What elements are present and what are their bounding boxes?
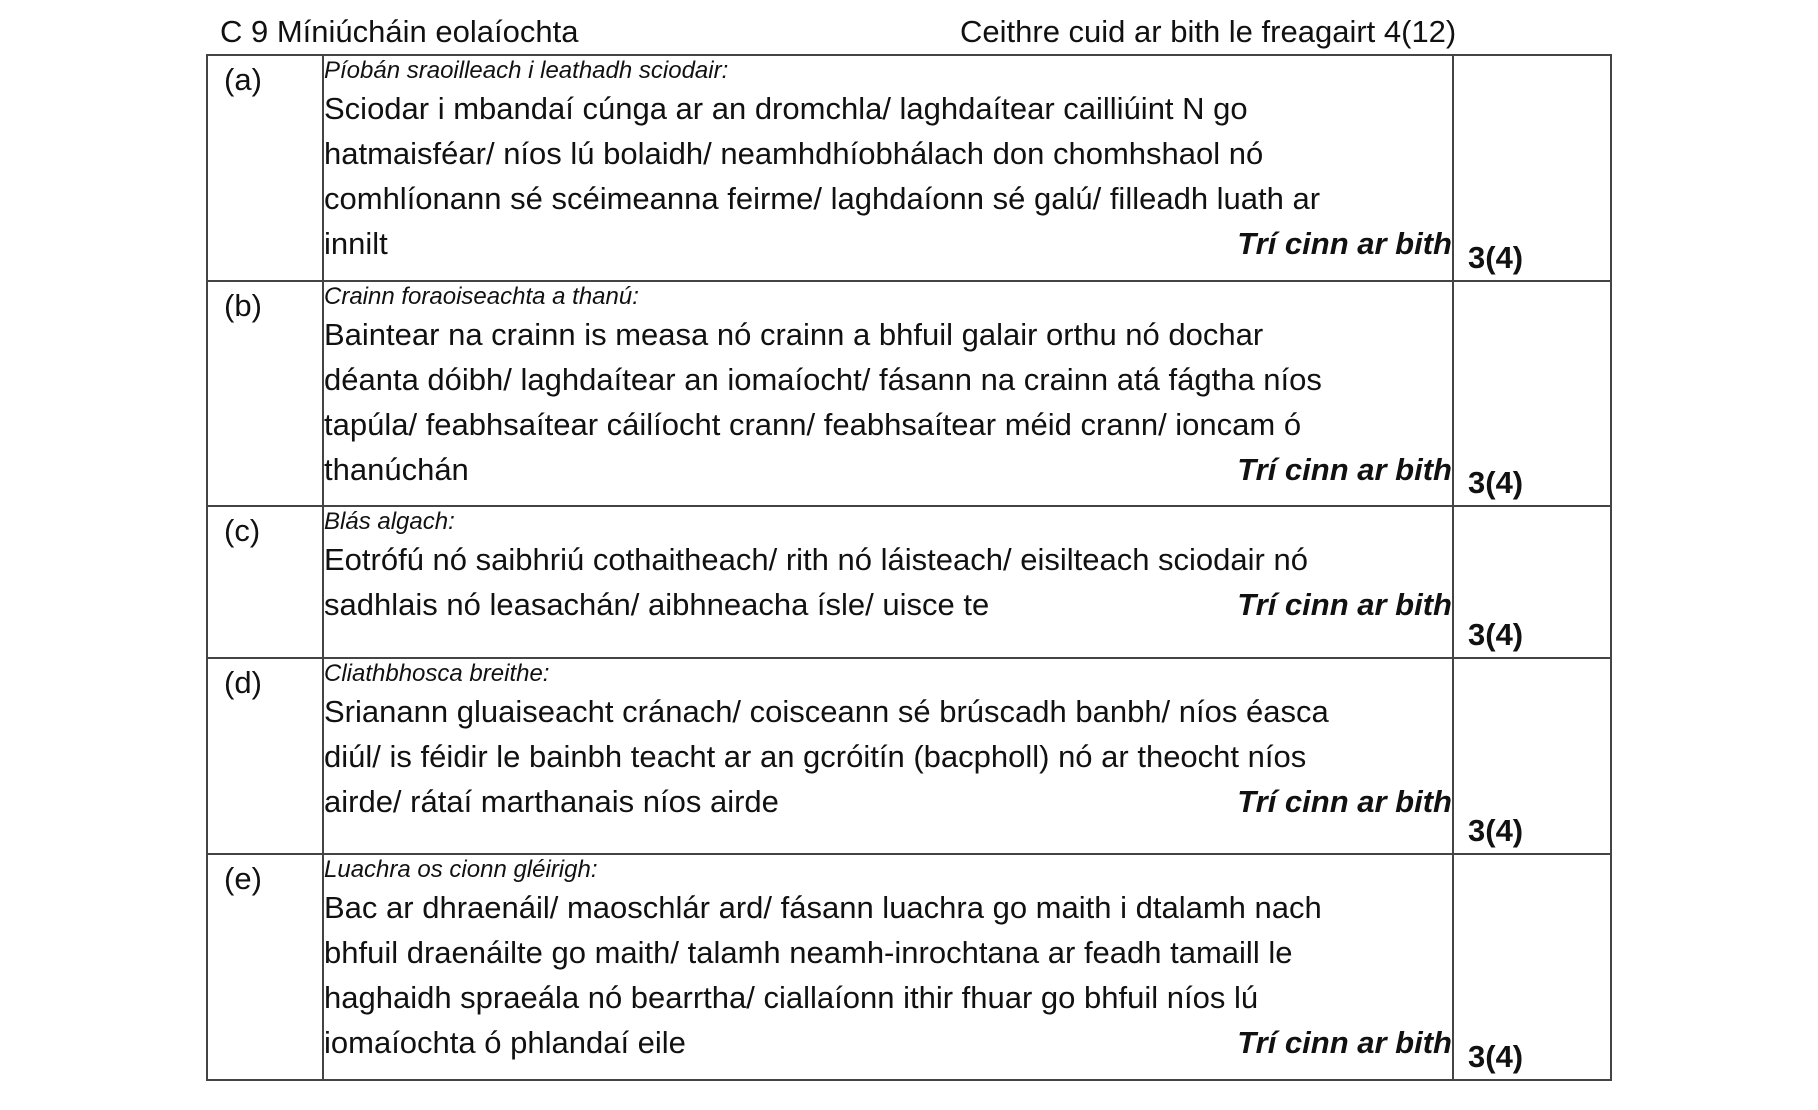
any-three-note: Trí cinn ar bith	[1237, 1025, 1452, 1060]
part-label-cell	[207, 281, 323, 506]
part-label-cell	[207, 506, 323, 658]
answer-line: Bac ar dhraenáil/ maoschlár ard/ fásann luachra go maith i dtalamh nach	[324, 890, 1322, 925]
answer-line: hatmaisféar/ níos lú bolaidh/ neamhdhíobhálach don chomhshaol nó	[324, 136, 1264, 171]
any-three-note: Trí cinn ar bith	[1237, 587, 1452, 622]
answer-line: airde/ rátaí marthanais níos airde	[324, 784, 779, 819]
mark-value: 3(4)	[1468, 813, 1524, 848]
item-title: Crainn foraoiseachta a thanú:	[324, 283, 639, 310]
answer-line: déanta dóibh/ laghdaítear an iomaíocht/ fásann na crainn atá fágtha níos	[324, 362, 1322, 397]
mark-value: 3(4)	[1468, 617, 1524, 652]
table-row	[207, 281, 1611, 506]
answer-last-line	[324, 582, 1452, 627]
answer-last-line	[324, 447, 1452, 492]
answer-cell	[323, 281, 1453, 506]
item-title: Luachra os cionn gléirigh:	[324, 856, 598, 883]
part-label: (c)	[224, 513, 261, 548]
part-label: (d)	[224, 665, 262, 700]
answer-line: iomaíochta ó phlandaí eile	[324, 1025, 686, 1060]
any-three-note: Trí cinn ar bith	[1237, 226, 1452, 261]
answer-cell	[323, 506, 1453, 658]
table-row	[207, 506, 1611, 658]
mark-cell	[1453, 506, 1611, 658]
answer-line: diúl/ is féidir le bainbh teacht ar an gcróitín (bacpholl) nó ar theocht níos	[324, 739, 1307, 774]
part-label: (b)	[224, 288, 262, 323]
question-title: C 9 Míniúcháin eolaíochta	[220, 14, 579, 49]
mark-cell	[1453, 281, 1611, 506]
mark-cell	[1453, 658, 1611, 854]
answer-cell	[323, 55, 1453, 281]
answer-cell	[323, 658, 1453, 854]
any-three-note: Trí cinn ar bith	[1237, 784, 1452, 819]
answer-line: Sciodar i mbandaí cúnga ar an dromchla/ laghdaítear cailliúint N go	[324, 91, 1248, 126]
mark-value: 3(4)	[1468, 465, 1524, 500]
answer-last-line	[324, 1020, 1452, 1065]
part-label: (a)	[224, 62, 262, 97]
part-label-cell	[207, 55, 323, 281]
item-title: Píobán sraoilleach i leathadh sciodair:	[324, 57, 729, 84]
answer-line: sadhlais nó leasachán/ aibhneacha ísle/ uisce te	[324, 587, 990, 622]
table-row	[207, 658, 1611, 854]
table-row	[207, 854, 1611, 1080]
answer-line: comhlíonann sé scéimeanna feirme/ laghdaíonn sé galú/ filleadh luath ar	[324, 181, 1321, 216]
answer-line: Baintear na crainn is measa nó crainn a bhfuil galair orthu nó dochar	[324, 317, 1264, 352]
mark-cell	[1453, 55, 1611, 281]
answer-line: tapúla/ feabhsaítear cáilíocht crann/ feabhsaítear méid crann/ ioncam ó	[324, 407, 1302, 442]
answer-line: Srianann gluaiseacht cránach/ coisceann sé brúscadh banbh/ níos éasca	[324, 694, 1329, 729]
any-three-note: Trí cinn ar bith	[1237, 452, 1452, 487]
mark-value: 3(4)	[1468, 240, 1524, 275]
answer-line: innilt	[324, 226, 388, 261]
item-title: Blás algach:	[324, 508, 455, 535]
marking-scheme-table	[206, 54, 1612, 1081]
answer-line: haghaidh spraeála nó bearrtha/ ciallaíonn ithir fhuar go bhfuil níos lú	[324, 980, 1259, 1015]
answer-cell	[323, 854, 1453, 1080]
item-title: Cliathbhosca breithe:	[324, 660, 550, 687]
page-header	[220, 12, 1620, 52]
part-label-cell	[207, 658, 323, 854]
mark-value: 3(4)	[1468, 1039, 1524, 1074]
answer-last-line	[324, 221, 1452, 266]
answer-line: Eotrófú nó saibhriú cothaitheach/ rith nó láisteach/ eisilteach sciodair nó	[324, 542, 1308, 577]
part-label: (e)	[224, 861, 262, 896]
answer-line: bhfuil draenáilte go maith/ talamh neamh-inrochtana ar feadh tamaill le	[324, 935, 1293, 970]
question-instruction: Ceithre cuid ar bith le freagairt 4(12)	[960, 14, 1457, 49]
answer-line: thanúchán	[324, 452, 469, 487]
part-label-cell	[207, 854, 323, 1080]
mark-cell	[1453, 854, 1611, 1080]
answer-last-line	[324, 779, 1452, 824]
table-row	[207, 55, 1611, 281]
